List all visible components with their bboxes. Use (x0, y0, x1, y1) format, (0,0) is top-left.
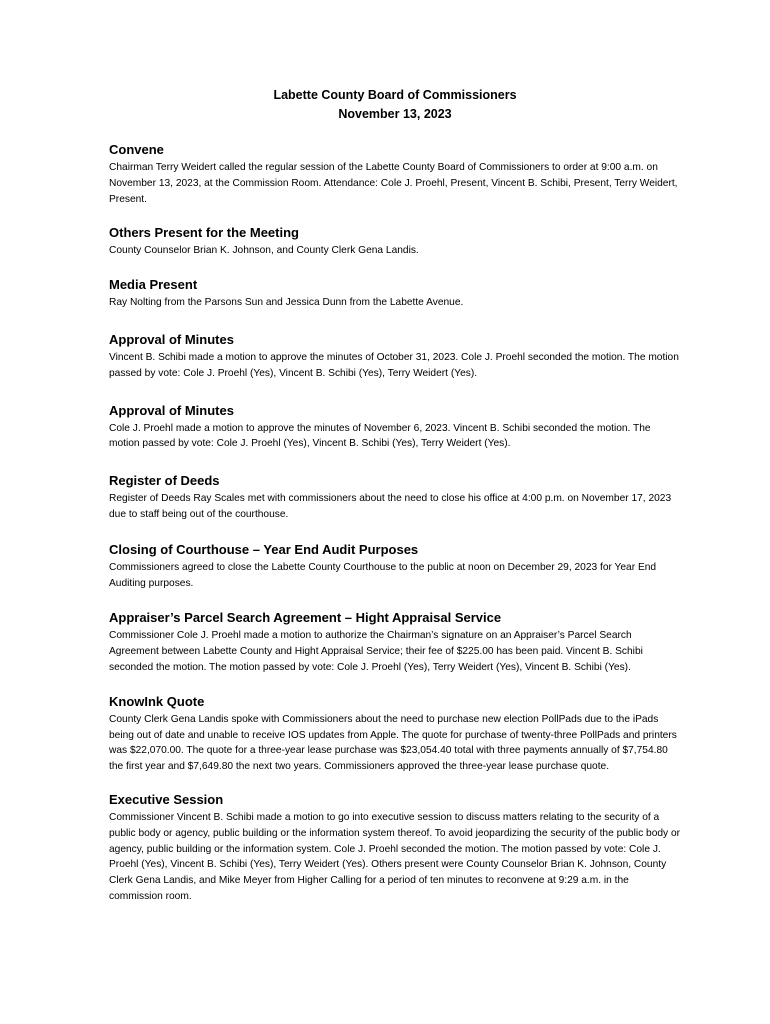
section-body: Commissioner Cole J. Proehl made a motion to authorize the Chairman’s signature on an Appraiser’s Parcel Search Agreement between Labette County and Hight Appraisal Service; their fee of $225.00 has been paid. Vincent B. Schibi seconded the motion. The motion passed by vote: Cole J. Proehl (Yes), Terry Weidert (Yes), Vincent B. Schibi (Yes). (109, 630, 643, 673)
section-closing-courthouse (109, 542, 681, 592)
document-title: Labette County Board of Commissioners (273, 88, 517, 102)
section-register-of-deeds (109, 473, 681, 523)
section-heading: Convene (109, 142, 164, 157)
section-body: Cole J. Proehl made a motion to approve the minutes of November 6, 2023. Vincent B. Schibi seconded the motion. The motion passed by vote: Cole J. Proehl (Yes), Vincent B. Schibi (Yes), Terry Weidert (Yes). (109, 422, 651, 450)
section-heading: Approval of Minutes (109, 331, 234, 347)
section-heading: Media Present (109, 277, 198, 293)
section-appraiser-agreement (109, 610, 681, 675)
section-body: Vincent B. Schibi made a motion to approve the minutes of October 31, 2023. Cole J. Proehl seconded the motion. The motion passed by vote: Cole J. Proehl (Yes), Vincent B. Schibi (Yes), Terry Weidert (Yes). (109, 351, 679, 379)
document-page (109, 86, 681, 905)
section-body: Commissioners agreed to close the Labette County Courthouse to the public at noon on December 29, 2023 for Year End Auditing purposes. (109, 561, 657, 589)
section-others-present (109, 225, 681, 259)
section-body: Chairman Terry Weidert called the regular session of the Labette County Board of Commissioners to order at 9:00 a.m. on November 13, 2023, at the Commission Room. Attendance: Cole J. Proehl, Present, Vincent B. Schibi, Present, Terry Weidert, Present. (109, 162, 678, 205)
section-approval-minutes-2 (109, 403, 681, 453)
section-approval-minutes-1 (109, 332, 681, 382)
section-heading: Approval of Minutes (109, 402, 234, 418)
section-heading: KnowInk Quote (109, 693, 205, 709)
section-knowink-quote (109, 694, 681, 775)
document-date: November 13, 2023 (338, 107, 452, 121)
section-body: Commissioner Vincent B. Schibi made a motion to go into executive session to discuss matters relating to the security of a public body or agency, public building or the information system thereof. To avoid jeopardizing the security of the public body or agency, public building or the information system. Cole J. Proehl seconded the motion. The motion passed by vote: Cole J. Proehl (Yes), Vincent B. Schibi (Yes), Terry Weidert (Yes). Others present were County Counselor Brian K. Johnson, County Clerk Gena Landis, and Mike Meyer from Higher Calling for a period of ten minutes to reconvene at 9:29 a.m. in the commission room. (109, 811, 681, 902)
section-heading: Executive Session (109, 791, 224, 807)
section-heading: Appraiser’s Parcel Search Agreement – Hight Appraisal Service (109, 610, 502, 626)
section-executive-session (109, 792, 681, 905)
section-body: Register of Deeds Ray Scales met with commissioners about the need to close his office at 4:00 p.m. on November 17, 2023 due to staff being out of the courthouse. (109, 493, 672, 520)
section-body: County Clerk Gena Landis spoke with Commissioners about the need to purchase new election PollPads due to the iPads being out of date and unable to receive IOS updates from Apple. The quote for purchase of twenty-three PollPads and printers was $22,070.00. The quote for a three-year lease purchase was $23,054.40 total with three payments annually of $7,754.80 the first year and $7,649.80 the next two years. Commissioners approved the three-year lease purchase quote. (109, 713, 677, 773)
section-media-present (109, 277, 681, 311)
section-body: County Counselor Brian K. Johnson, and County Clerk Gena Landis. (109, 245, 419, 257)
section-convene (109, 142, 681, 207)
section-heading: Register of Deeds (109, 473, 220, 489)
section-body: Ray Nolting from the Parsons Sun and Jessica Dunn from the Labette Avenue. (109, 297, 464, 309)
section-heading: Others Present for the Meeting (109, 225, 299, 241)
section-heading: Closing of Courthouse – Year End Audit Purposes (109, 541, 419, 557)
